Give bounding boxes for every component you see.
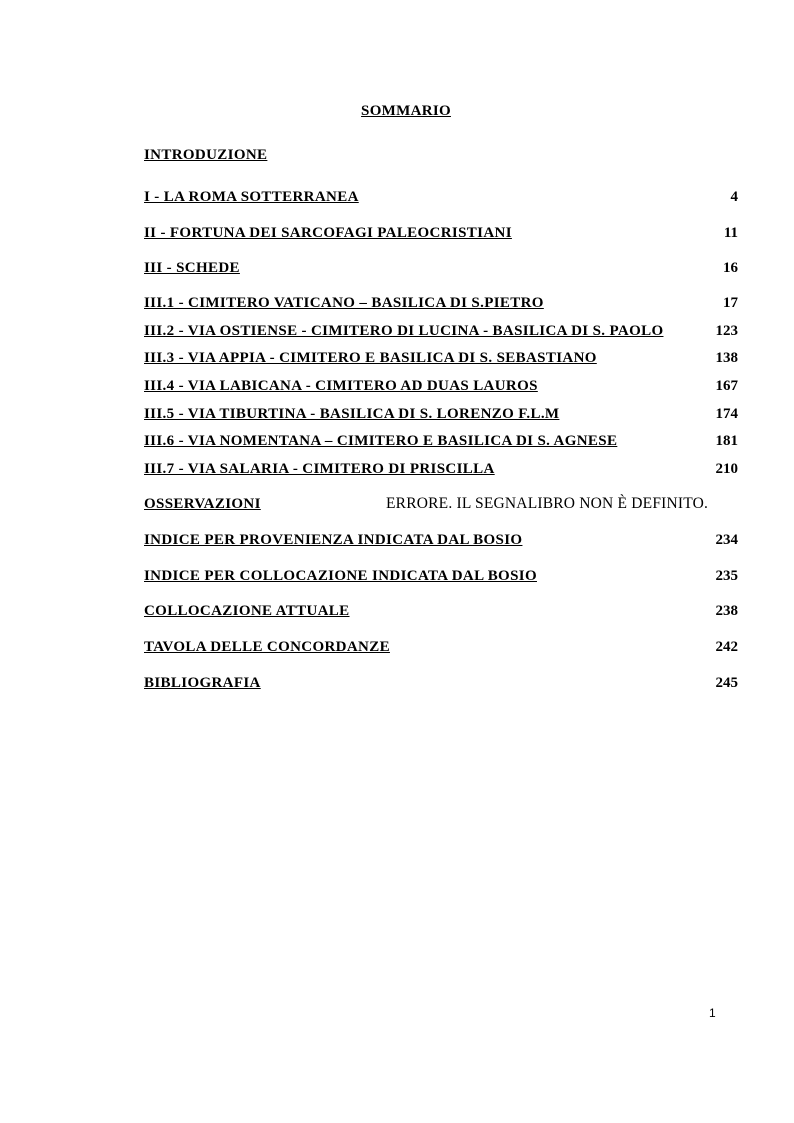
toc-entry-page: 4	[730, 189, 738, 205]
toc-entry-page: 138	[715, 350, 738, 366]
toc-entry-page: 242	[715, 639, 738, 655]
toc-entry-page: 167	[715, 378, 738, 394]
toc-entry-page: 235	[715, 568, 738, 584]
toc-entry-page: 245	[715, 675, 738, 691]
toc-entry-label[interactable]: III.1 - CIMITERO VATICANO – BASILICA DI S.PIETRO	[144, 295, 544, 311]
toc-entry-label[interactable]: III.6 - VIA NOMENTANA – CIMITERO E BASILICA DI S. AGNESE	[144, 433, 618, 449]
toc-entry-label[interactable]: III.4 - VIA LABICANA - CIMITERO AD DUAS LAUROS	[144, 378, 538, 394]
toc-entry-page: 123	[715, 323, 738, 339]
bookmark-error-text: ERRORE. IL SEGNALIBRO NON È DEFINITO.	[386, 495, 709, 512]
toc-entry-label[interactable]: BIBLIOGRAFIA	[144, 675, 261, 691]
toc-entry-page: 210	[715, 461, 738, 477]
toc-entry-label[interactable]: II - FORTUNA DEI SARCOFAGI PALEOCRISTIANI	[144, 225, 512, 241]
toc-entry-label[interactable]: III - SCHEDE	[144, 260, 240, 276]
toc-entry-label[interactable]: INTRODUZIONE	[144, 147, 268, 163]
toc-entry-label[interactable]: TAVOLA DELLE CONCORDANZE	[144, 639, 390, 655]
toc-entry-label[interactable]: INDICE PER COLLOCAZIONE INDICATA DAL BOSIO	[144, 568, 537, 584]
toc-entry-label[interactable]: III.3 - VIA APPIA - CIMITERO E BASILICA DI S. SEBASTIANO	[144, 350, 597, 366]
page-number: 1	[709, 1006, 716, 1020]
toc-entry-label[interactable]: III.7 - VIA SALARIA - CIMITERO DI PRISCILLA	[144, 461, 495, 477]
toc-entry-label[interactable]: OSSERVAZIONI	[144, 496, 261, 512]
document-title: SOMMARIO	[361, 103, 451, 119]
toc-entry-label[interactable]: III.5 - VIA TIBURTINA - BASILICA DI S. LORENZO F.L.M	[144, 406, 560, 422]
toc-entry-label[interactable]: I - LA ROMA SOTTERRANEA	[144, 189, 359, 205]
toc-entry-label[interactable]: III.2 - VIA OSTIENSE - CIMITERO DI LUCINA - BASILICA DI S. PAOLO	[144, 323, 664, 339]
toc-entry-page: 238	[715, 603, 738, 619]
toc-entry-page: 181	[715, 433, 738, 449]
toc-entry-page: 16	[723, 260, 738, 276]
toc-entry-page: 234	[715, 532, 738, 548]
toc-entry-label[interactable]: INDICE PER PROVENIENZA INDICATA DAL BOSIO	[144, 532, 523, 548]
toc-entry-page: 17	[723, 295, 738, 311]
toc-entry-page: 174	[715, 406, 738, 422]
toc-entry-page: 11	[723, 225, 738, 241]
toc-entry-label[interactable]: COLLOCAZIONE ATTUALE	[144, 603, 350, 619]
